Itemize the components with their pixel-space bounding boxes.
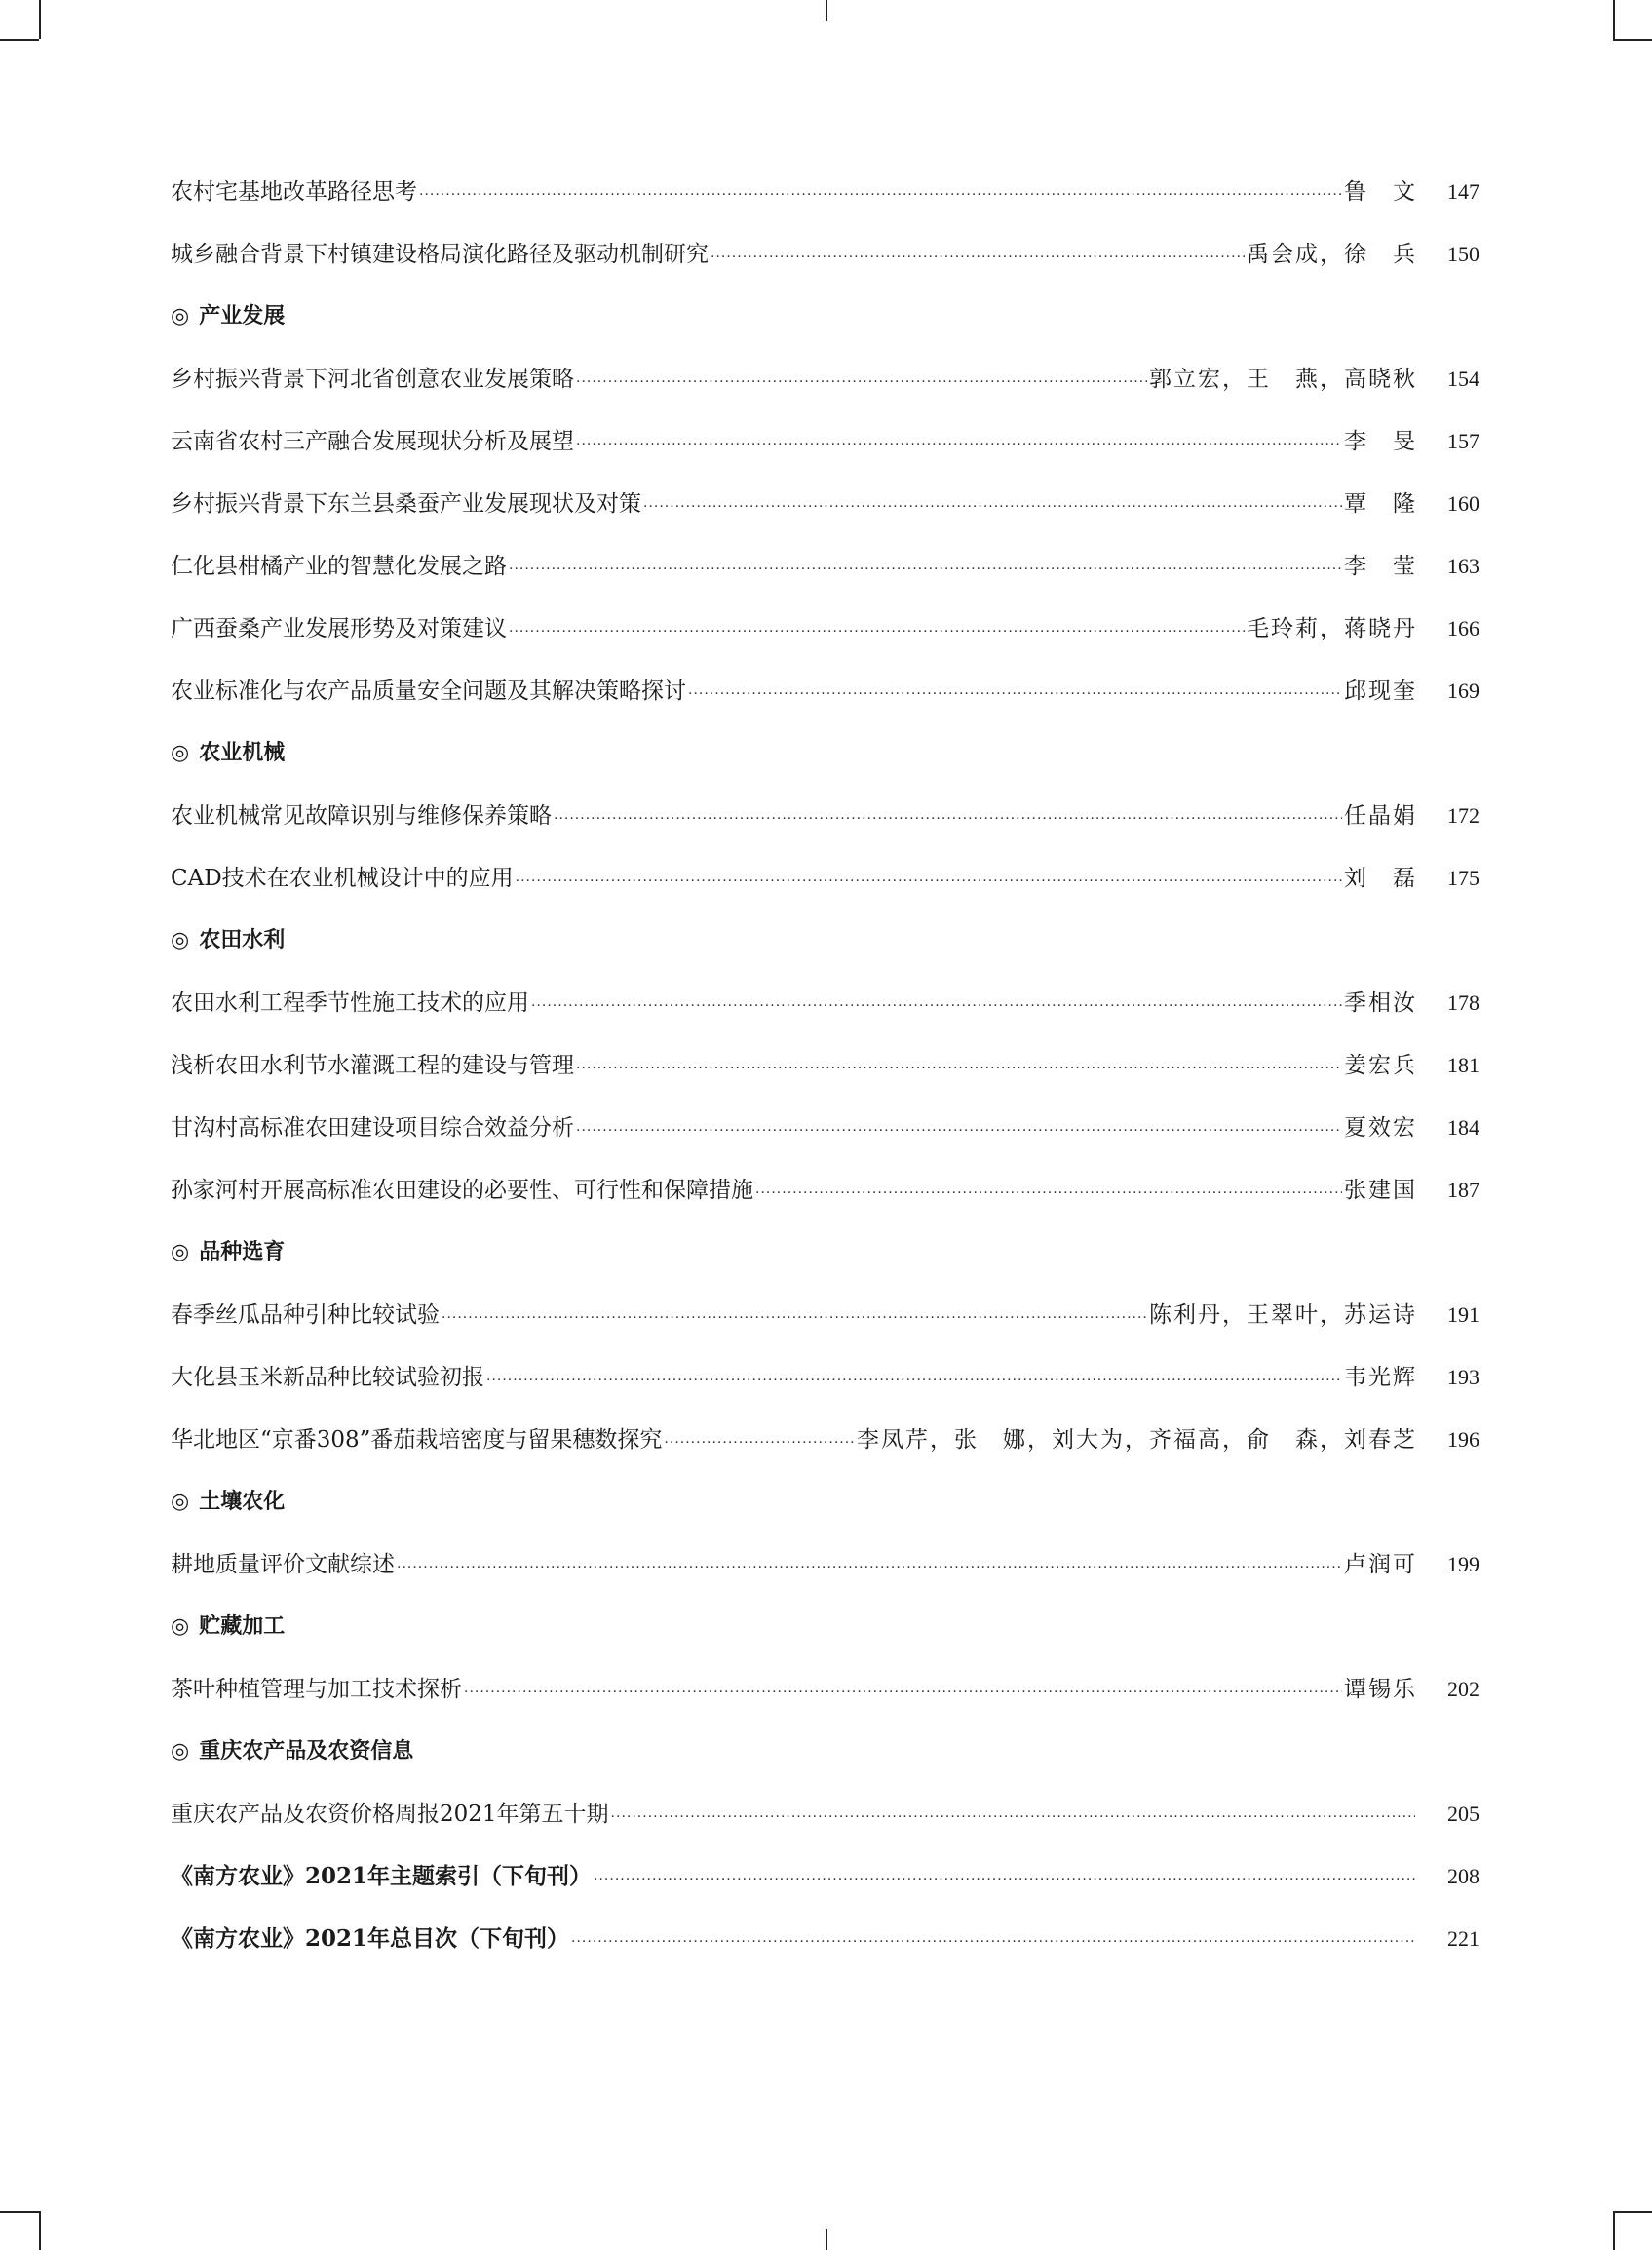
leader-dots <box>464 1661 1342 1724</box>
leader-dots <box>643 476 1342 538</box>
section-title: 农田水利 <box>199 928 286 952</box>
section-title: 贮藏加工 <box>199 1614 286 1639</box>
leader-dots <box>419 164 1342 226</box>
toc-entry[interactable] <box>171 1658 1479 1721</box>
leader-dots <box>442 1287 1147 1349</box>
toc-entry[interactable] <box>171 1034 1479 1097</box>
entry-title: 甘沟村高标准农田建设项目综合效益分析 <box>171 1115 574 1141</box>
entry-title: 重庆农产品及农资价格周报2021年第五十期 <box>171 1802 609 1827</box>
entry-title: 大化县玉米新品种比较试验初报 <box>171 1365 484 1390</box>
section-bullet-icon: ◎ <box>171 1614 190 1639</box>
leader-dots <box>576 413 1342 476</box>
leader-dots <box>755 1162 1342 1224</box>
leader-dots <box>571 1911 1415 1973</box>
leader-dots <box>611 1786 1415 1848</box>
entry-page-number: 160 <box>1447 491 1479 516</box>
entry-authors: 邱现奎 <box>1344 679 1417 704</box>
toc-entry[interactable] <box>171 473 1479 535</box>
leader-dots <box>486 1349 1342 1412</box>
toc-entry[interactable] <box>171 972 1479 1034</box>
entry-authors: 陈利丹，王翠叶，苏运诗 <box>1149 1302 1417 1328</box>
entry-authors: 毛玲莉，蒋晓丹 <box>1247 616 1417 641</box>
entry-page-number: 175 <box>1447 866 1479 890</box>
toc-section-heading <box>171 1471 1479 1533</box>
table-of-contents <box>171 161 1479 1970</box>
section-title: 重庆农产品及农资信息 <box>199 1739 414 1764</box>
entry-page-number: 181 <box>1447 1053 1479 1077</box>
entry-authors: 任晶娟 <box>1344 803 1417 829</box>
entry-page-number: 154 <box>1447 367 1479 391</box>
section-title: 土壤农化 <box>199 1490 286 1514</box>
entry-title: 乡村振兴背景下河北省创意农业发展策略 <box>171 367 574 392</box>
leader-dots <box>554 788 1342 850</box>
entry-page-number: 150 <box>1447 242 1479 266</box>
section-bullet-icon: ◎ <box>171 1240 190 1264</box>
entry-authors: 李 莹 <box>1344 554 1417 579</box>
entry-authors: 夏效宏 <box>1344 1115 1417 1141</box>
entry-page-number: 193 <box>1447 1365 1479 1389</box>
entry-page-number: 166 <box>1447 616 1479 640</box>
entry-page-number: 208 <box>1447 1864 1479 1888</box>
entry-authors: 覃 隆 <box>1344 491 1417 517</box>
entry-page-number: 163 <box>1447 554 1479 578</box>
entry-page-number: 157 <box>1447 429 1479 453</box>
toc-entry[interactable] <box>171 1097 1479 1159</box>
leader-dots <box>516 850 1342 912</box>
toc-entry[interactable] <box>171 660 1479 722</box>
section-bullet-icon: ◎ <box>171 304 190 329</box>
toc-entry[interactable] <box>171 535 1479 598</box>
toc-entry[interactable] <box>171 847 1479 910</box>
toc-entry[interactable] <box>171 1284 1479 1346</box>
toc-entry[interactable] <box>171 1783 1479 1845</box>
entry-page-number: 202 <box>1447 1677 1479 1701</box>
section-bullet-icon: ◎ <box>171 928 190 952</box>
entry-page-number: 147 <box>1447 179 1479 204</box>
entry-page-number: 184 <box>1447 1115 1479 1140</box>
entry-title: 《南方农业》2021年主题索引（下旬刊） <box>171 1863 593 1889</box>
toc-entry[interactable] <box>171 410 1479 473</box>
leader-dots <box>594 1848 1415 1911</box>
entry-page-number: 169 <box>1447 679 1479 703</box>
entry-authors: 韦光辉 <box>1344 1365 1417 1390</box>
toc-section-heading <box>171 1596 1479 1658</box>
toc-entry[interactable] <box>171 1346 1479 1409</box>
leader-dots <box>576 351 1147 413</box>
entry-authors: 张建国 <box>1344 1178 1417 1203</box>
leader-dots <box>576 1037 1342 1100</box>
toc-section-heading <box>171 1721 1479 1783</box>
leader-dots <box>711 226 1245 289</box>
entry-authors: 姜宏兵 <box>1344 1053 1417 1078</box>
entry-title: 农田水利工程季节性施工技术的应用 <box>171 990 529 1016</box>
toc-entry[interactable] <box>171 348 1479 410</box>
entry-authors: 刘 磊 <box>1344 866 1417 891</box>
toc-entry[interactable] <box>171 1409 1479 1471</box>
section-bullet-icon: ◎ <box>171 1739 190 1764</box>
entry-authors: 禹会成，徐 兵 <box>1247 242 1417 267</box>
entry-title: 茶叶种植管理与加工技术探析 <box>171 1677 462 1702</box>
toc-section-heading <box>171 722 1479 785</box>
entry-page-number: 221 <box>1447 1926 1479 1951</box>
entry-title: 耕地质量评价文献综述 <box>171 1552 395 1577</box>
leader-dots <box>664 1412 855 1474</box>
entry-title: 广西蚕桑产业发展形势及对策建议 <box>171 616 507 641</box>
entry-title: CAD技术在农业机械设计中的应用 <box>171 866 514 891</box>
toc-entry[interactable] <box>171 1533 1479 1596</box>
entry-title: 农业机械常见故障识别与维修保养策略 <box>171 803 552 829</box>
entry-authors: 季相汝 <box>1344 990 1417 1016</box>
leader-dots <box>688 663 1342 725</box>
toc-entry[interactable] <box>171 785 1479 847</box>
leader-dots <box>397 1536 1342 1599</box>
section-bullet-icon: ◎ <box>171 741 190 765</box>
entry-page-number: 205 <box>1447 1802 1479 1826</box>
entry-page-number: 191 <box>1447 1302 1479 1327</box>
entry-title: 春季丝瓜品种引种比较试验 <box>171 1302 440 1328</box>
entry-title: 《南方农业》2021年总目次（下旬刊） <box>171 1925 570 1952</box>
toc-entry[interactable] <box>171 1159 1479 1222</box>
entry-page-number: 187 <box>1447 1178 1479 1202</box>
toc-section-heading <box>171 910 1479 972</box>
section-bullet-icon: ◎ <box>171 1490 190 1514</box>
toc-entry[interactable] <box>171 1845 1479 1908</box>
entry-title: 仁化县柑橘产业的智慧化发展之路 <box>171 554 507 579</box>
leader-dots <box>509 601 1245 663</box>
entry-authors: 卢润可 <box>1344 1552 1417 1577</box>
entry-title: 华北地区“京番308”番茄栽培密度与留果穗数探究 <box>171 1427 663 1453</box>
entry-authors: 李 旻 <box>1344 429 1417 454</box>
leader-dots <box>576 1100 1342 1162</box>
entry-page-number: 196 <box>1447 1427 1479 1452</box>
entry-title: 农业标准化与农产品质量安全问题及其解决策略探讨 <box>171 679 686 704</box>
section-title: 品种选育 <box>199 1240 286 1264</box>
entry-page-number: 172 <box>1447 803 1479 828</box>
leader-dots <box>509 538 1342 601</box>
entry-authors: 郭立宏，王 燕，高晓秋 <box>1149 367 1417 392</box>
toc-entry[interactable] <box>171 161 1479 223</box>
entry-title: 云南省农村三产融合发展现状分析及展望 <box>171 429 574 454</box>
entry-title: 农村宅基地改革路径思考 <box>171 179 417 205</box>
section-title: 产业发展 <box>199 304 286 329</box>
toc-entry[interactable] <box>171 1908 1479 1970</box>
section-title: 农业机械 <box>199 741 286 765</box>
toc-section-heading <box>171 286 1479 348</box>
entry-title: 城乡融合背景下村镇建设格局演化路径及驱动机制研究 <box>171 242 709 267</box>
entry-authors: 李凤芹，张 娜，刘大为，齐福高，俞 森，刘春芝 <box>857 1427 1417 1453</box>
toc-entry[interactable] <box>171 598 1479 660</box>
toc-section-heading <box>171 1222 1479 1284</box>
entry-title: 乡村振兴背景下东兰县桑蚕产业发展现状及对策 <box>171 491 641 517</box>
entry-title: 浅析农田水利节水灌溉工程的建设与管理 <box>171 1053 574 1078</box>
entry-authors: 鲁 文 <box>1344 179 1417 205</box>
toc-entry[interactable] <box>171 223 1479 286</box>
entry-authors: 谭锡乐 <box>1344 1677 1417 1702</box>
leader-dots <box>531 975 1342 1037</box>
entry-page-number: 199 <box>1447 1552 1479 1576</box>
entry-title: 孙家河村开展高标准农田建设的必要性、可行性和保障措施 <box>171 1178 753 1203</box>
entry-page-number: 178 <box>1447 990 1479 1015</box>
